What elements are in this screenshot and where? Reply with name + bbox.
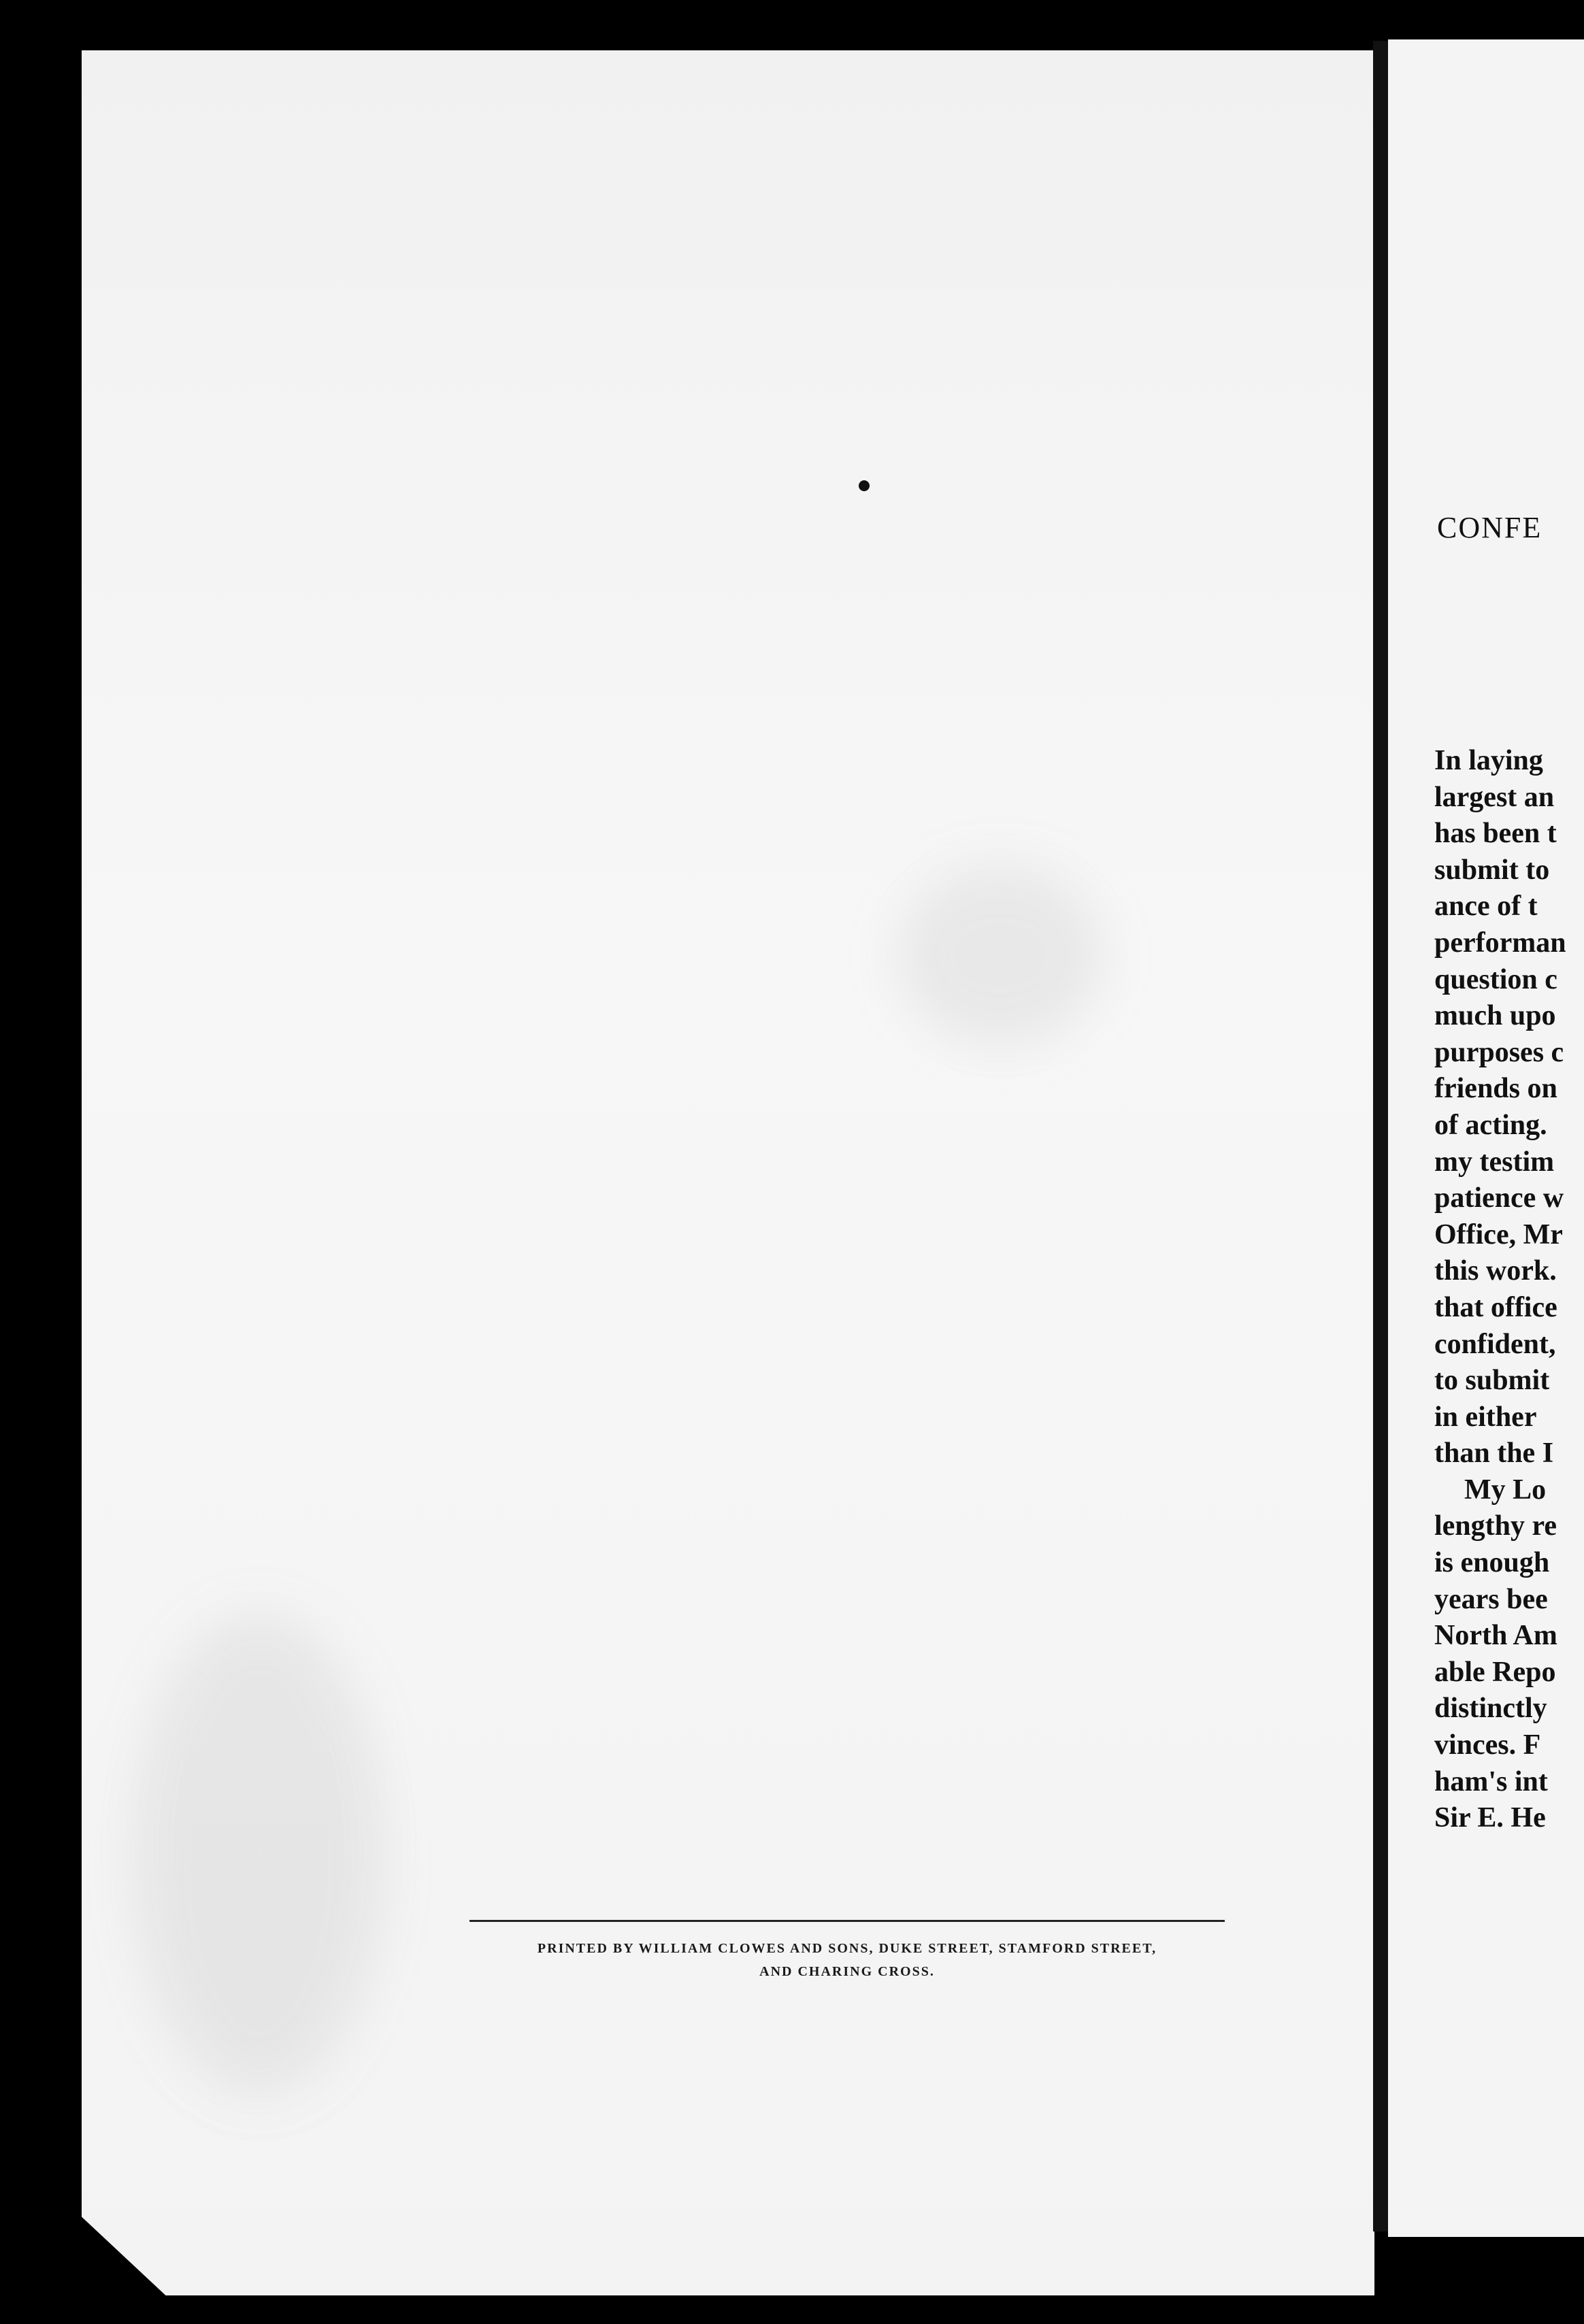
text-line: that office bbox=[1434, 1291, 1557, 1323]
text-line: Office, Mr bbox=[1434, 1218, 1563, 1250]
page-heading: CONFE bbox=[1437, 511, 1542, 544]
page-stain bbox=[136, 1615, 381, 2091]
text-line: of acting. bbox=[1434, 1109, 1547, 1141]
text-line: this work. bbox=[1434, 1255, 1557, 1287]
text-line: years bee bbox=[1434, 1583, 1548, 1615]
text-line: vinces. F bbox=[1434, 1729, 1541, 1761]
text-line: question c bbox=[1434, 963, 1557, 995]
text-line: ance of t bbox=[1434, 891, 1538, 923]
imprint-rule bbox=[469, 1920, 1225, 1922]
text-line: patience w bbox=[1434, 1182, 1564, 1214]
imprint-line-2: AND CHARING CROSS. bbox=[759, 1964, 935, 1979]
text-line: friends on bbox=[1434, 1073, 1557, 1105]
text-line: able Repo bbox=[1434, 1656, 1556, 1688]
page-stain bbox=[898, 867, 1102, 1044]
text-line: North Am bbox=[1434, 1620, 1557, 1652]
text-line: submit to bbox=[1434, 854, 1550, 886]
printer-imprint bbox=[469, 1920, 1225, 1983]
imprint-line-1: PRINTED BY WILLIAM CLOWES AND SONS, DUKE STREET, STAMFORD STREET, bbox=[537, 1941, 1157, 1956]
text-line: confident, bbox=[1434, 1328, 1556, 1360]
text-line: to submit bbox=[1434, 1365, 1550, 1397]
text-line: Sir E. He bbox=[1434, 1802, 1546, 1834]
text-line: In laying bbox=[1434, 745, 1543, 776]
text-line: than the I bbox=[1434, 1438, 1554, 1470]
ink-spot bbox=[859, 480, 870, 491]
text-line: lengthy re bbox=[1434, 1510, 1557, 1542]
text-line: purposes c bbox=[1434, 1036, 1564, 1068]
page-spine bbox=[1373, 41, 1388, 2231]
text-line: largest an bbox=[1434, 781, 1555, 813]
text-line: My Lo bbox=[1464, 1474, 1547, 1506]
text-line: has been t bbox=[1434, 818, 1557, 850]
text-line: ham's int bbox=[1434, 1765, 1548, 1797]
text-line: in either bbox=[1434, 1401, 1537, 1433]
text-line: my testim bbox=[1434, 1146, 1555, 1178]
text-line: is enough bbox=[1434, 1547, 1550, 1579]
text-line: distinctly bbox=[1434, 1693, 1547, 1725]
text-line: performan bbox=[1434, 927, 1566, 959]
body-text bbox=[1434, 743, 1584, 1837]
text-line: much upo bbox=[1434, 1000, 1556, 1032]
